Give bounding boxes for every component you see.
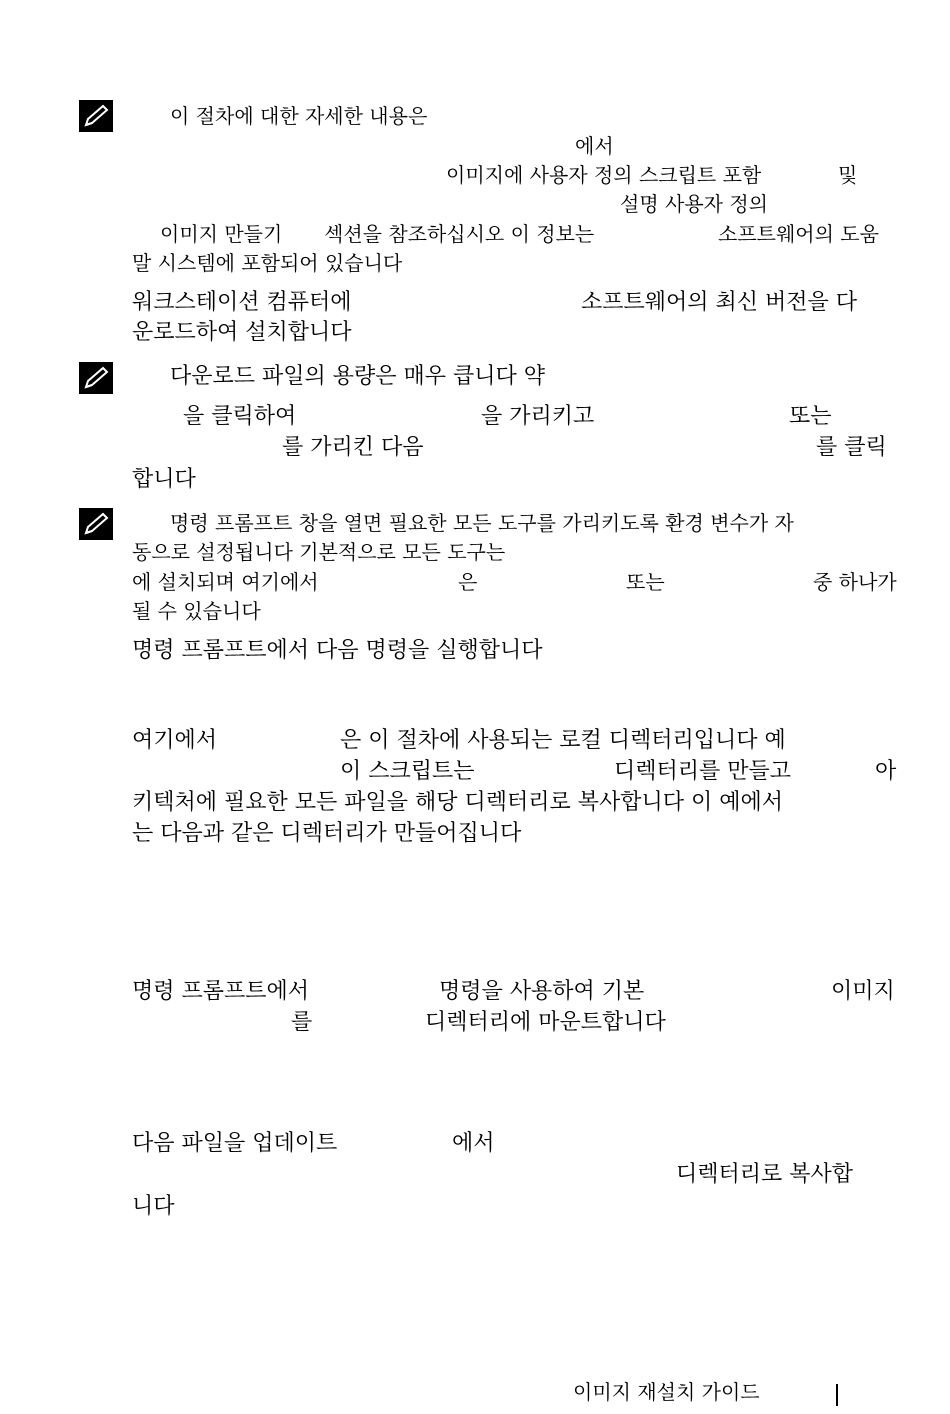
step5-line1-a: 다음 파일을 업데이트 [132,1131,338,1156]
step1-line1-a: 워크스테이션 컴퓨터에 [132,290,352,315]
note1-line5-a: 이미지 만들기 [160,222,283,246]
note1-line4: 설명 사용자 정의 [620,192,768,216]
note1-line6: 말 시스템에 포함되어 있습니다 [132,251,403,275]
note1-line2: 에서 [575,134,614,158]
note3-line1: 명령 프롬프트 창을 열면 필요한 모든 도구를 가리키도록 환경 변수가 자 [170,511,794,535]
step5-line2: 디렉터리로 복사합 [676,1162,854,1187]
step1-line1-b: 소프트웨어의 최신 버전을 다 [581,290,858,315]
step2-line3: 합니다 [132,467,196,492]
para1-line2-b: 디렉터리를 만들고 [614,759,792,784]
step4-line1-a: 명령 프롬프트에서 [132,979,310,1004]
note1-line1: 이 절차에 대한 자세한 내용은 [170,104,428,128]
step2-line2-b: 를 클릭 [816,435,887,460]
note-pencil-icon [79,362,113,394]
note1-line3: 이미지에 사용자 정의 스크립트 포함 [446,163,762,187]
step3-line1: 명령 프롬프트에서 다음 명령을 실행합니다 [132,638,543,663]
step4-line1-c: 이미지 [831,979,895,1004]
step4-line2-a: 를 [291,1010,313,1035]
para1-line2-a: 이 스크립트는 [340,759,475,784]
footer-title: 이미지 재설치 가이드 [573,1380,760,1404]
note1-line5-c: 소프트웨어의 도움 [718,222,879,246]
para1-line1-a: 여기에서 [132,728,218,753]
step5-line3: 니다 [132,1194,175,1219]
step5-line1-b: 에서 [452,1131,495,1156]
note2-line1: 다운로드 파일의 용량은 매우 큽니다 약 [170,364,545,389]
note3-line3-d: 중 하나가 [813,570,897,594]
step2-line1-b: 을 가리키고 [481,404,595,429]
step1-line2: 운로드하여 설치합니다 [132,320,352,345]
note3-line3-a: 에 설치되며 여기에서 [132,570,319,594]
note-pencil-icon [79,508,113,540]
para1-line4: 는 다음과 같은 디렉터리가 만들어집니다 [132,821,522,846]
footer-separator [836,1384,838,1406]
note3-line3-b: 은 [458,570,478,594]
step2-line1-a: 을 클릭하여 [183,404,297,429]
note1-line3-and: 및 [838,163,858,187]
step4-line1-b: 명령을 사용하여 기본 [439,979,645,1004]
note1-line5-b: 섹션을 참조하십시오 이 정보는 [324,222,595,246]
note3-line2: 동으로 설정됩니다 기본적으로 모든 도구는 [132,540,506,564]
step2-line2-a: 를 가리킨 다음 [282,435,424,460]
note-pencil-icon [79,100,113,132]
note3-line4: 될 수 있습니다 [132,599,261,623]
para1-line1-b: 은 이 절차에 사용되는 로컬 디렉터리입니다 예 [340,728,786,753]
para1-line2-c: 아 [875,759,897,784]
step4-line2-b: 디렉터리에 마운트합니다 [425,1010,666,1035]
note3-line3-c: 또는 [626,570,665,594]
para1-line3: 키텍처에 필요한 모든 파일을 해당 디렉터리로 복사합니다 이 예에서 [132,790,784,815]
step2-line1-c: 또는 [789,404,832,429]
